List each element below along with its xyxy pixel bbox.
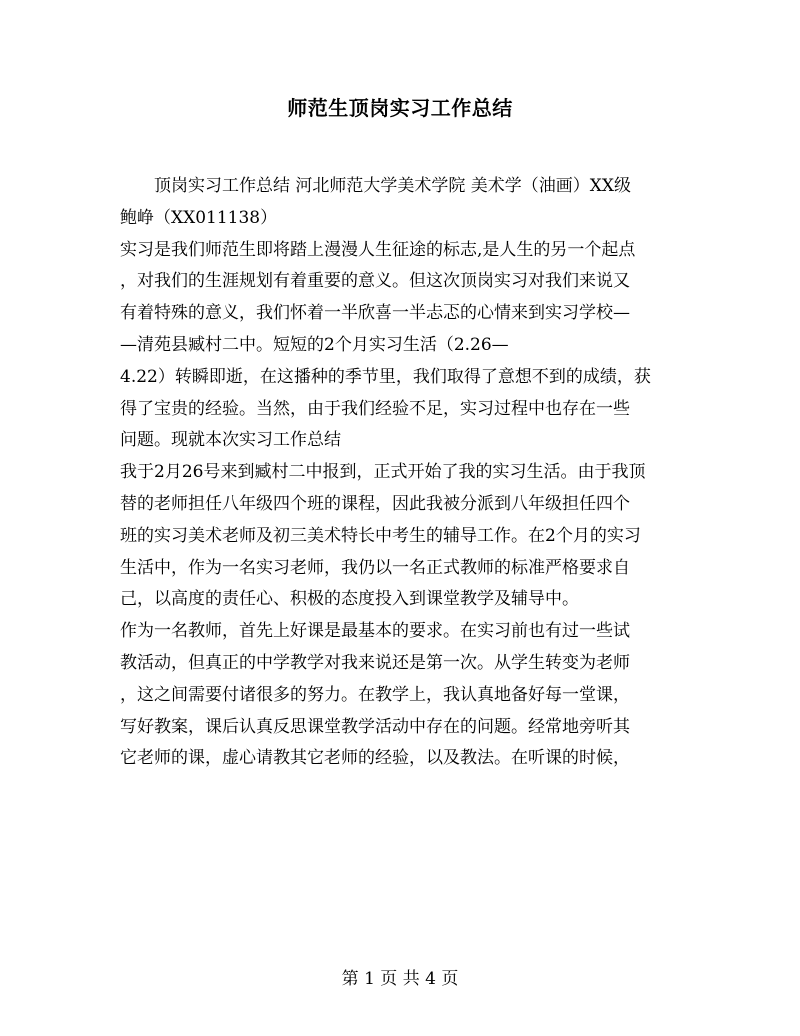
text-line: 我于2月26号来到臧村二中报到，正式开始了我的实习生活。由于我顶 [120,462,646,483]
text-line: 4.22）转瞬即逝，在这播种的季节里，我们取得了意想不到的成绩，获 [120,366,651,387]
text-line: 有着特殊的意义，我们怀着一半欣喜一半忐忑的心情来到实习学校— [120,303,630,324]
text-line: 替的老师担任八年级四个班的课程，因此我被分派到八年级担任四个 [120,493,630,514]
text-line: 己，以高度的责任心、积极的态度投入到课堂教学及辅导中。 [120,589,579,610]
text-line: 写好教案，课后认真反思课堂教学活动中存在的问题。经常地旁听其 [120,716,630,737]
text-line: 得了宝贵的经验。当然，由于我们经验不足，实习过程中也存在一些 [120,398,630,419]
page-number-footer: 第 1 页 共 4 页 [341,969,459,989]
text-line: 作为一名教师，首先上好课是最基本的要求。在实习前也有过一些试 [120,621,630,642]
text-line: 实习是我们师范生即将踏上漫漫人生征途的标志,是人生的另一个起点 [120,239,636,260]
text-line: 顶岗实习工作总结 河北师范大学美术学院 美术学（油画）XX级 [154,176,632,196]
text-line: —清苑县臧村二中。短短的2个月实习生活（2.26— [120,334,509,355]
text-line: 教活动，但真正的中学教学对我来说还是第一次。从学生转变为老师 [120,652,630,673]
document-body [120,171,680,775]
text-line: ，这之间需要付诸很多的努力。在教学上，我认真地备好每一堂课， [120,684,630,705]
text-line: 生活中，作为一名实习老师，我仍以一名正式教师的标准严格要求自 [120,557,630,578]
document-title: 师范生顶岗实习工作总结 [287,96,513,120]
text-line: 鲍峥（XX011138） [120,207,278,228]
text-line: 问题。现就本次实习工作总结 [120,430,341,451]
text-line: ，对我们的生涯规划有着重要的意义。但这次顶岗实习对我们来说又 [120,271,630,292]
text-line: 它老师的课，虚心请教其它老师的经验，以及教法。在听课的时候， [120,748,630,769]
text-line: 班的实习美术老师及初三美术特长中考生的辅导工作。在2个月的实习 [120,525,641,546]
